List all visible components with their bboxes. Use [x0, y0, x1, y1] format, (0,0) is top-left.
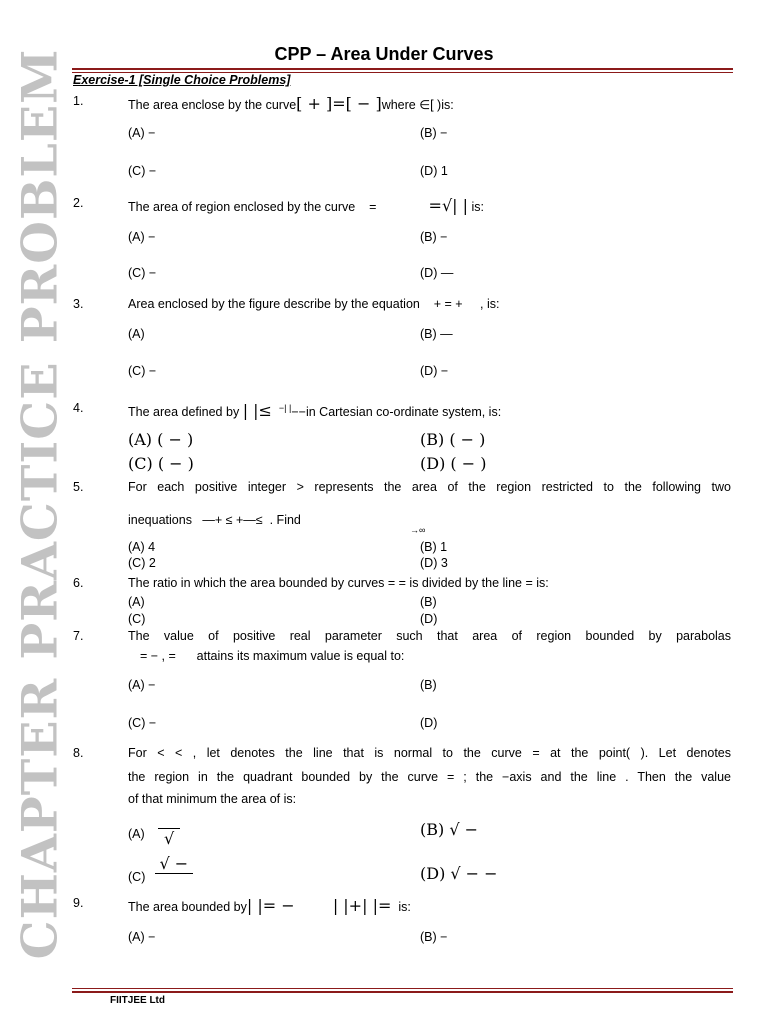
option-a: (A) − — [128, 230, 156, 244]
footer-brand: FIITJEE Ltd — [110, 995, 165, 1006]
question-number: 1. — [73, 94, 84, 108]
fraction: √ — [158, 828, 180, 848]
option-a: (A) − — [128, 930, 156, 944]
question-line-2: = − , = attains its maximum value is equal to: — [140, 649, 405, 663]
option-c: (C) √ − — [128, 866, 193, 886]
option-a: (A) √ — [128, 822, 180, 842]
question-text: The value of positive real parameter such that area of region bounded by parabolas — [128, 629, 731, 643]
question-text: The area defined by | |≤ −| |−−in Cartesian co-ordinate system, is: — [128, 401, 502, 420]
question-number: 4. — [73, 401, 84, 415]
banner-text: CHAPTER PRACTICE PROBLEM — [10, 48, 68, 959]
question-text: Area enclosed by the figure describe by the equation + = + , is: — [128, 297, 500, 311]
option-c: (C) 2 — [128, 556, 156, 570]
option-b: (B) − — [420, 126, 448, 140]
option-d: (D) ― — [420, 266, 454, 280]
option-b: (B) — [420, 678, 437, 692]
option-b: (B) − — [420, 930, 448, 944]
option-c: (C) ( − ) — [128, 454, 194, 473]
option-d: (D) — [420, 716, 438, 730]
footer-rule-thin — [72, 988, 733, 989]
question-text: The area of region enclosed by the curve = =√| | is: — [128, 196, 484, 215]
question-line-2: inequations ―+ ≤ +―≤ . Find — [128, 513, 301, 527]
question-number: 7. — [73, 629, 84, 643]
question-text: The ratio in which the area bounded by curves = = is divided by the line = is: — [128, 576, 549, 590]
option-c: (C) − — [128, 364, 157, 378]
option-b: (B) ― — [420, 327, 453, 341]
question-number: 8. — [73, 746, 84, 760]
option-a: (A) — [128, 327, 145, 341]
chapter-practice-problem-banner — [6, 48, 72, 959]
question-number: 2. — [73, 196, 84, 210]
limit-subscript: →∞ — [410, 525, 426, 535]
header-rule-thick — [72, 68, 733, 70]
question-number: 9. — [73, 896, 84, 910]
fraction: √ − — [155, 854, 193, 874]
option-c: (C) − — [128, 266, 157, 280]
option-a: (A) − — [128, 126, 156, 140]
option-a: (A) − — [128, 678, 156, 692]
option-a: (A) — [128, 595, 145, 609]
question-text: The area enclose by the curve[ + ]=[ − ]where ∈[ )is: — [128, 94, 454, 113]
option-d: (D) √ − − — [420, 864, 498, 883]
option-b: (B) 1 — [420, 540, 448, 554]
option-b: (B) ( − ) — [420, 430, 486, 449]
option-a: (A) ( − ) — [128, 430, 194, 449]
option-b: (B) − — [420, 230, 448, 244]
footer-rule-thick — [72, 991, 733, 993]
question-text: For < < , let denotes the line that is normal to the curve = at the point( ). Let denotes — [128, 746, 731, 760]
option-d: (D) 3 — [420, 556, 448, 570]
option-b: (B) — [420, 595, 437, 609]
option-d: (D) 1 — [420, 164, 448, 178]
option-a: (A) 4 — [128, 540, 156, 554]
question-number: 6. — [73, 576, 84, 590]
question-number: 3. — [73, 297, 84, 311]
question-line-3: of that minimum the area of is: — [128, 792, 297, 806]
question-number: 5. — [73, 480, 84, 494]
question-text: The area bounded by| |= − | |+| |= is: — [128, 896, 411, 915]
option-c: (C) − — [128, 164, 157, 178]
option-d: (D) ( − ) — [420, 454, 487, 473]
option-d: (D) — [420, 612, 438, 626]
option-c: (C) — [128, 612, 146, 626]
question-line-2: the region in the quadrant bounded by the curve = ; the −axis and the line . Then the value — [128, 770, 731, 784]
option-d: (D) − — [420, 364, 449, 378]
option-b: (B) √ − — [420, 820, 479, 839]
question-text: For each positive integer > represents the area of the region restricted to the following two — [128, 480, 731, 494]
exercise-heading: Exercise-1 [Single Choice Problems] — [73, 73, 291, 87]
page-title: CPP – Area Under Curves — [274, 44, 494, 64]
option-c: (C) − — [128, 716, 157, 730]
